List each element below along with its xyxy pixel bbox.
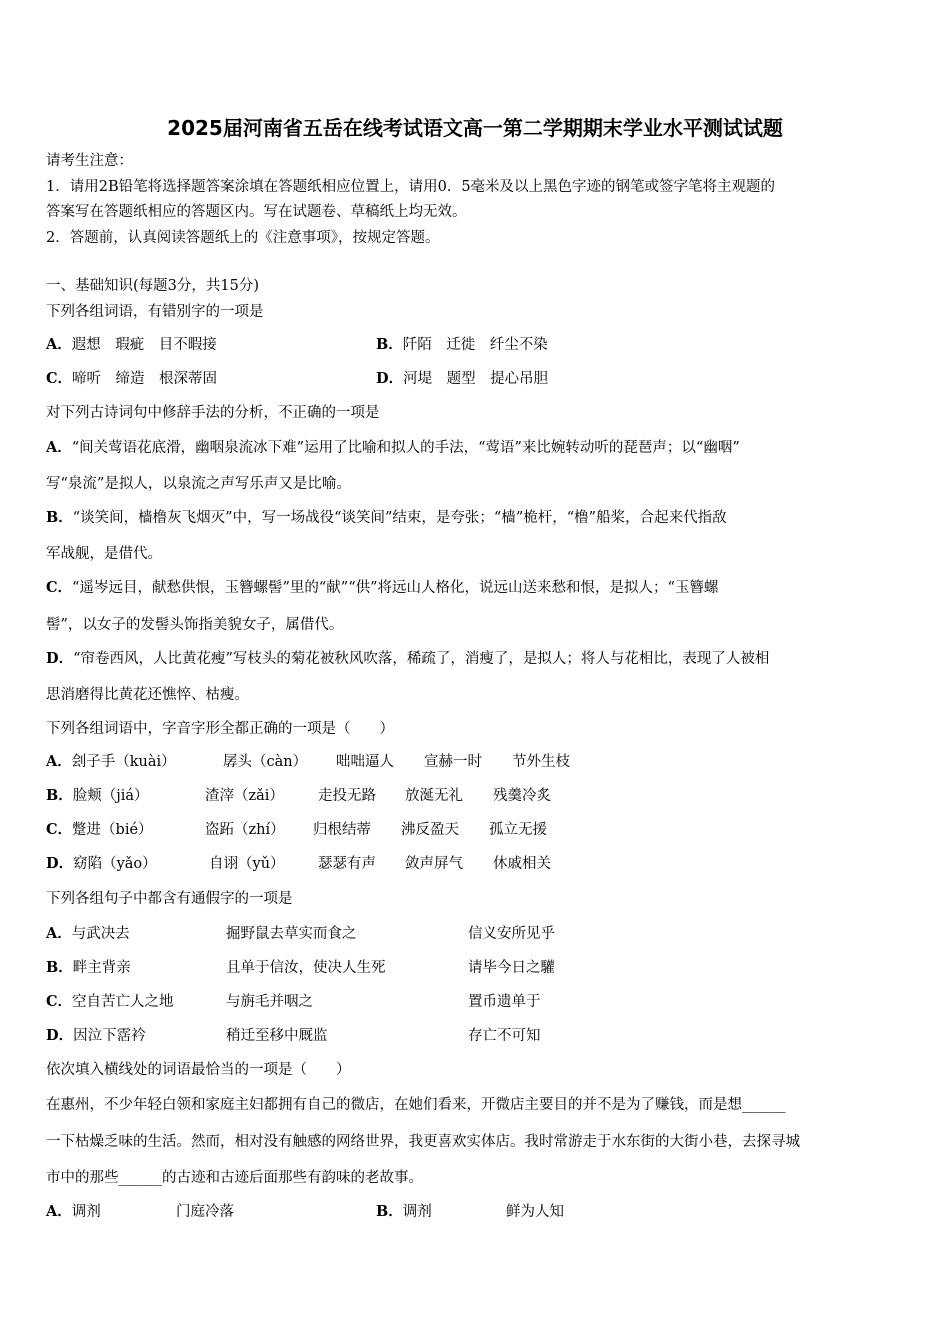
page-title: 2025届河南省五岳在线考试语文高一第二学期期末学业水平测试试题 (167, 116, 783, 140)
question-2-stem: 对下列古诗词句中修辞手法的分析，不正确的一项是 (46, 405, 380, 421)
option-label: B． (376, 336, 403, 353)
option-a-word-1: 刽子手（kuài） (71, 754, 176, 770)
question-5-passage-line-3: 市中的那些______的古迹和古迹后面那些有韵味的老故事。 (46, 1170, 423, 1186)
option-a-word-1: 调剂 (71, 1204, 101, 1220)
option-c-word-5: 孤立无援 (489, 822, 547, 838)
question-3-option-b (46, 786, 906, 806)
option-a-sent-3: 信义安所见乎 (468, 926, 555, 942)
option-a-word-5: 节外生枝 (512, 754, 570, 770)
option-b-word-5: 残羹冷炙 (493, 788, 551, 804)
option-c-text: “遥岑远目，献愁供恨，玉簪螺髻”里的“献”“供”将远山人格化，说远山送来愁和恨，是拟人；“玉簪螺 (72, 580, 719, 596)
option-a-sent-1: 与武决去 (71, 926, 130, 942)
option-label: A． (46, 753, 72, 770)
option-label: D． (46, 855, 74, 872)
option-d-sent-1: 因泣下霑衿 (73, 1028, 146, 1044)
option-d-sent-3: 存亡不可知 (468, 1028, 541, 1044)
option-d-sent-2: 稍迁至移中厩监 (226, 1028, 328, 1044)
option-label: A． (46, 925, 72, 942)
option-c-sent-2: 与旃毛并咽之 (226, 994, 313, 1010)
option-a-text: “间关莺语花底滑，幽咽泉流冰下难”运用了比喻和拟人的手法，“莺语”来比婉转动听的琵琶声；以“幽咽” (71, 440, 740, 456)
option-c-word-2: 盗跖（zhí） (205, 822, 285, 838)
option-d-word-1: 窈陷（yǎo） (73, 856, 157, 872)
option-b-word-1: 调剂 (402, 1204, 432, 1220)
question-5-options-ab (46, 1202, 906, 1222)
question-1-options-cd (46, 369, 906, 389)
option-c-word-1: 蹩进（bié） (72, 822, 153, 838)
question-5-passage-line-2: 一下枯燥乏味的生活。然而，相对没有触感的网络世界，我更喜欢实体店。我时常游走于水东街的大街小巷，去探寻城 (46, 1134, 800, 1150)
option-c-word-3: 归根结蒂 (313, 822, 371, 838)
question-5-passage-line-1: 在惠州，不少年轻白领和家庭主妇都拥有自己的微店，在她们看来，开微店主要目的并不是为了赚钱，而是想______ (46, 1097, 786, 1113)
question-2-option-c-cont: 髻”，以女子的发髻头饰指美貌女子，属借代。 (46, 617, 344, 633)
notice-item-2: 2．答题前，认真阅读答题纸上的《注意事项》，按规定答题。 (46, 230, 440, 246)
option-d: 河堤 题型 提心吊胆 (403, 371, 549, 387)
question-3-option-d (46, 854, 906, 874)
option-b-sent-2: 且单于信汝，使决人生死 (226, 960, 386, 976)
option-d-word-2: 自诩（yǔ） (209, 856, 285, 872)
notice-item-1: 1．请用2B铅笔将选择题答案涂填在答题纸相应位置上，请用0．5毫米及以上黑色字迹的钢笔或签字笔将主观题的 (46, 179, 776, 195)
option-label: B． (46, 787, 73, 804)
option-a-word-2: 孱头（càn） (223, 754, 308, 770)
question-2-option-d-cont: 思消磨得比黄花还憔悴、枯瘦。 (46, 687, 249, 703)
option-label: D． (46, 1027, 74, 1044)
option-label: A． (46, 336, 72, 353)
question-2-option-b (46, 508, 727, 528)
option-label: C． (46, 579, 73, 596)
option-a-word-2: 门庭冷落 (176, 1204, 234, 1220)
question-3-stem: 下列各组词语中，字音字形全都正确的一项是（ ） (46, 721, 394, 737)
option-label: B． (46, 509, 73, 526)
option-a-sent-2: 掘野鼠去草实而食之 (226, 926, 357, 942)
question-2-option-a (46, 438, 740, 458)
question-4-option-d (46, 1026, 906, 1046)
question-4-option-b (46, 958, 906, 978)
question-2-option-c (46, 578, 718, 598)
question-3-option-a (46, 752, 906, 772)
option-d-text: “帘卷西风，人比黄花瘦”写枝头的菊花被秋风吹落，稀疏了，消瘦了，是拟人；将人与花相比，表现了人被相 (73, 651, 770, 667)
question-2-option-b-cont: 军战舰，是借代。 (46, 546, 162, 562)
option-c: 啼听 缔造 根深蒂固 (72, 371, 218, 387)
option-b-word-2: 鲜为人知 (506, 1204, 564, 1220)
option-b-word-4: 放涎无礼 (405, 788, 463, 804)
option-label: C． (46, 993, 73, 1010)
option-d-word-5: 休戚相关 (493, 856, 551, 872)
option-d-word-4: 敛声屏气 (405, 856, 463, 872)
option-label: D． (376, 370, 404, 387)
option-b-text: “谈笑间，樯橹灰飞烟灭”中，写一场战役“谈笑间”结束，是夸张；“樯”桅杆，“橹”船桨，合起来代指敌 (72, 510, 727, 526)
option-a-word-4: 宣赫一时 (424, 754, 482, 770)
question-4-stem: 下列各组句子中都含有通假字的一项是 (46, 891, 293, 907)
option-label: A． (46, 1203, 72, 1220)
option-b-sent-3: 请毕今日之驩 (468, 960, 555, 976)
option-c-word-4: 沸反盈天 (401, 822, 459, 838)
question-4-option-c (46, 992, 906, 1012)
question-2-option-a-cont: 写“泉流”是拟人，以泉流之声写乐声又是比喻。 (46, 476, 351, 492)
question-3-option-c (46, 820, 906, 840)
notice-item-1-cont: 答案写在答题纸相应的答题区内。写在试题卷、草稿纸上均无效。 (46, 204, 467, 220)
option-a-word-3: 咄咄逼人 (336, 754, 394, 770)
option-b-word-3: 走投无路 (318, 788, 376, 804)
question-5-stem: 依次填入横线处的词语最恰当的一项是（ ） (46, 1062, 351, 1078)
question-1-stem: 下列各组词语，有错别字的一项是 (46, 304, 264, 320)
option-d-word-3: 瑟瑟有声 (318, 856, 376, 872)
question-2-option-d (46, 649, 769, 669)
option-label: A． (46, 439, 72, 456)
option-label: C． (46, 370, 73, 387)
notice-heading: 请考生注意： (46, 153, 133, 169)
option-a: 遐想 瑕疵 目不暇接 (71, 337, 217, 353)
option-b-word-2: 渣滓（zǎi） (205, 788, 284, 804)
question-1-options-ab (46, 335, 906, 355)
section-heading: 一、基础知识(每题3分，共15分) (46, 278, 259, 294)
question-4-option-a (46, 924, 906, 944)
option-label: B． (46, 959, 73, 976)
option-b: 阡陌 迁徙 纤尘不染 (402, 337, 548, 353)
option-b-sent-1: 畔主背亲 (72, 960, 131, 976)
option-label: B． (376, 1203, 403, 1220)
option-label: D． (46, 650, 74, 667)
option-c-sent-1: 空自苦亡人之地 (72, 994, 174, 1010)
option-label: C． (46, 821, 73, 838)
option-c-sent-3: 置币遗单于 (468, 994, 541, 1010)
option-b-word-1: 脸颊（jiá） (72, 788, 149, 804)
